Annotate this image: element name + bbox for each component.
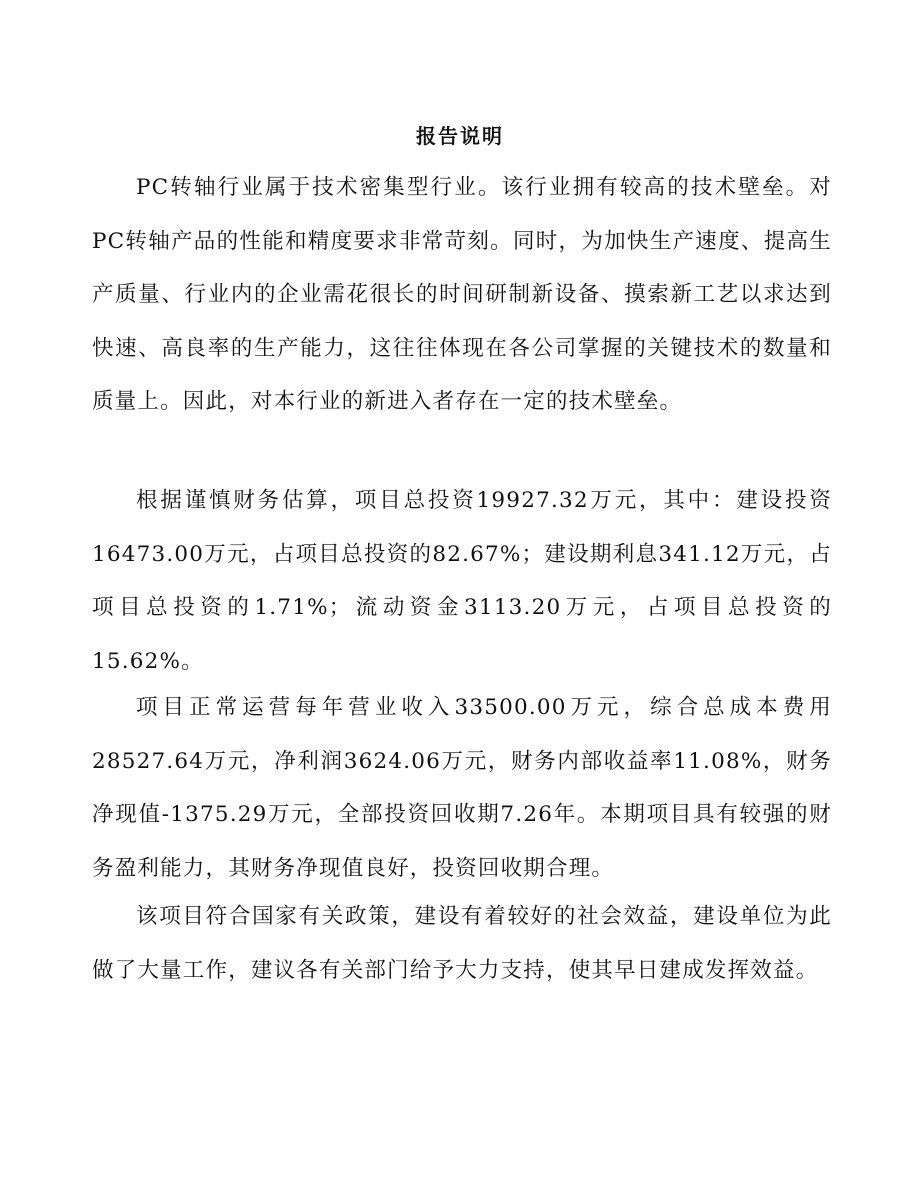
paragraph-conclusion: 该项目符合国家有关政策，建设有着较好的社会效益，建设单位为此做了大量工作，建议各有关部门给予大力支持，使其早日建成发挥效益。 — [92, 904, 832, 983]
paragraph-investment-estimate: 根据谨慎财务估算，项目总投资19927.32万元，其中：建设投资16473.00万元，占项目总投资的82.67%；建设期利息341.12万元，占项目总投资的1.71%；流动资金3113.20万元，占项目总投资的15.62%。 — [92, 488, 832, 674]
paragraph-industry-barrier: PC转轴行业属于技术密集型行业。该行业拥有较高的技术壁垒。对PC转轴产品的性能和精度要求非常苛刻。同时，为加快生产速度、提高生产质量、行业内的企业需花很长的时间研制新设备、摸索新工艺以求达到快速、高良率的生产能力，这往往体现在各公司掌握的关键技术的数量和质量上。因此，对本行业的新进入者存在一定的技术壁垒。 — [92, 175, 832, 414]
paragraph-financial-performance: 项目正常运营每年营业收入33500.00万元，综合总成本费用28527.64万元，净利润3624.06万元，财务内部收益率11.08%，财务净现值-1375.29万元，全部投资回收期7.26年。本期项目具有较强的财务盈利能力，其财务净现值良好，投资回收期合理。 — [92, 695, 832, 881]
document-title: 报告说明 — [416, 124, 504, 148]
